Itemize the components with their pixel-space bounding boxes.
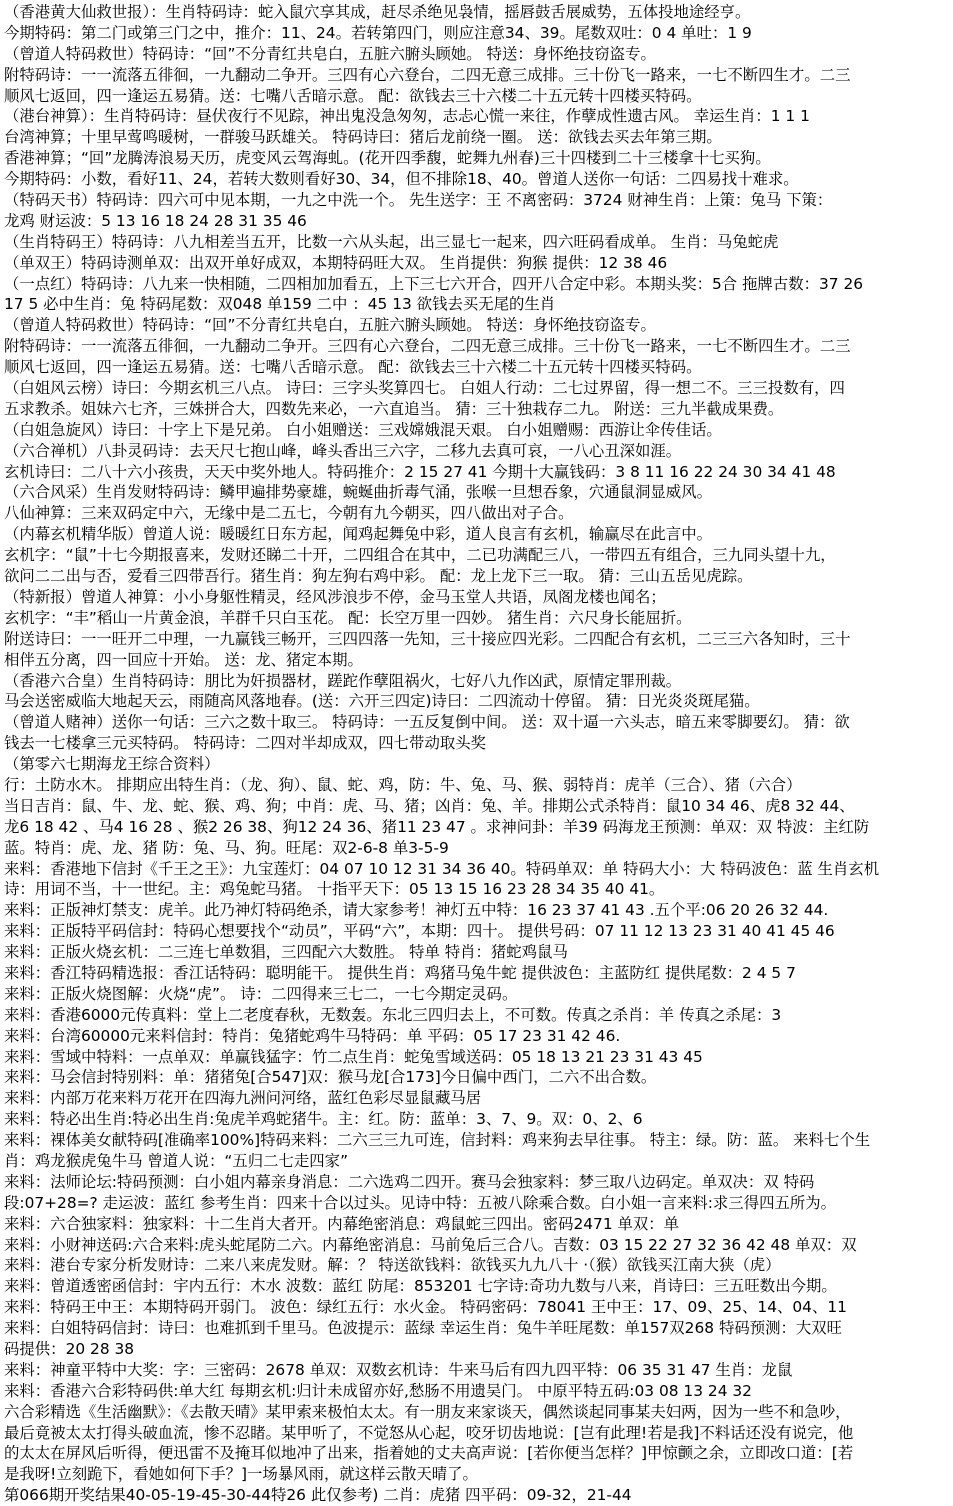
text-line: 台湾神算；十里早莺鸣暖树，一群骏马跃雄关。 特码诗曰：猪后龙前绕一圈。 送：欲钱去买去年第三期。 bbox=[4, 128, 722, 147]
text-line: （内幕玄机精华版）曾道人说：暖暖红日东方起，闻鸡起舞兔中彩，道人良言有玄机，输赢尽在此言中。 bbox=[4, 525, 712, 544]
text-line: 龙6 18 42 、马4 16 28 、猴2 26 38、狗12 24 36、猪11 23 47 。求神问卦：羊39 码海龙王预测：单双：双 特波：主红防 bbox=[4, 817, 870, 836]
text-line: （第零六七期海龙王综合资料） bbox=[4, 755, 220, 774]
text-line: （曾道人特码救世）特码诗：“回”不分青红共皂白，五脏六腑头顾她。 特送：身怀绝技窃盗专。 bbox=[4, 44, 656, 63]
text-line: 来料：台湾60000元来料信封：特肖：兔猪蛇鸡牛马特码：单 平码：05 17 23 31 42 46. bbox=[4, 1026, 621, 1045]
text-line: 来料：内部万花来料万花开在四海九洲问河络，蓝红色彩尽显鼠藏马居 bbox=[4, 1089, 482, 1108]
text-line: 17 5 必中生肖：兔 特码尾数：双048 单159 二中 ：45 13 欲钱去买无尾的生肖 bbox=[4, 295, 556, 314]
text-line: 龙鸡 财运波：5 13 16 18 24 28 31 35 46 bbox=[4, 211, 307, 230]
text-line: （曾道人特码救世）特码诗：“回”不分青红共皂白，五脏六腑头顾她。 特送：身怀绝技窃盗专。 bbox=[4, 316, 656, 335]
text-line: 来料：雪域中特料：一点单双：单赢钱猛字：竹二点生肖：蛇兔雪域送码：05 18 13 21 23 31 43 45 bbox=[4, 1047, 703, 1066]
text-line: （香港六合皇）生肖特码诗：朋比为奸损器材，蹉跎作孽阻祸火，七好八九作凶武，原情定罪刑裁。 bbox=[4, 671, 682, 690]
text-line: 香港神算；“回”龙腾涛浪易天历，虎变风云驾海虬。(花开四季馥，蛇舞九州春)三十四楼到二十三楼拿十七买狗。 bbox=[4, 149, 771, 168]
text-line: 附特码诗：一一流落五徘徊，一九翻动二争开。三四有心六登台，二四无意三成排。三十份飞一路来，一七不断四生才。二三 bbox=[4, 337, 851, 356]
text-line: 来料：正版火烧玄机：二三连七单数猖，三四配六大数胜。 特单 特肖：猪蛇鸡鼠马 bbox=[4, 943, 568, 962]
text-line: 是我呀!立刻跪下，看她如何下手？]一场暴风雨，就这样云散天晴了。 bbox=[4, 1465, 478, 1484]
text-line: 来料：裸体美女献特码[准确率100%]特码来料：二六三三九可连，信封料：鸡来狗去早往事。 特主：绿。防：蓝。 来料七个生 bbox=[4, 1131, 871, 1150]
text-line: 马会送密威临大地起天云，雨随高风落地春。(送：六开三四定)诗曰：二四流动十停留。 猜：日光炎炎斑尾猫。 bbox=[4, 692, 760, 711]
text-line: 顺风七返回，四一逢运五易猜。送：七嘴八舌暗示意。 配：欲钱去三十六楼二十五元转十四楼买特码。 bbox=[4, 86, 702, 105]
text-line: 来料：港台专家分析发财诗：二来八来虎发财。解：？ 特送欲钱料：欲钱买九九八十 ·（猴）欲钱买江南大狭（虎） bbox=[4, 1256, 781, 1275]
text-line: 来料：神童平特中大奖：字：三密码：2678 单双：双数玄机诗：牛来马后有四九四平特：06 35 31 47 生肖：龙鼠 bbox=[4, 1360, 793, 1379]
text-line: （港台神算）：生肖特码诗：昼伏夜行不见踪，神出鬼没急匆匆，志忐心慌一来往，作孽成性遗古风。 幸运生肖：1 1 1 bbox=[4, 107, 810, 126]
text-line: 的太太在屏风后听得，便迅雷不及掩耳似地冲了出来，指着她的丈夫高声说：[若你便当怎样？]甲惊颤之余，立即改口道：[若 bbox=[4, 1444, 854, 1463]
text-line: 来料：特码王中王：本期特码开弱门。 波色：绿红五行：水火金。 特码密码：78041 王中王：17、09、25、14、04、11 bbox=[4, 1298, 847, 1317]
text-line: 来料：香江特码精选报：香江话特码：聪明能干。 提供生肖：鸡猪马兔牛蛇 提供波色：主蓝防红 提供尾数：2 4 5 7 bbox=[4, 963, 796, 982]
text-line: 八仙神算：三来双码定中六，无缘中是二五七，今朝有九今朝买，四八做出对子合。 bbox=[4, 504, 574, 523]
text-line: 最后竟被太太打得头破血流，惨不忍睹。某甲听了，不觉怒从心起，咬牙切齿地说：[岂有此理!若是我]不料话还没有说完，他 bbox=[4, 1423, 854, 1442]
text-line: 来料：法师论坛:特码预测：白小姐内幕亲身消息：二六选鸡二四开。赛马会独家料：梦三取八边码定。单双决：双 特码 bbox=[4, 1172, 815, 1191]
text-line: （一点红）特码诗：八九来一快相随，二四相加加看五，上下三七六开合，四开八合定中彩。本期头奖：5合 拖牌古数：37 26 bbox=[4, 274, 864, 293]
text-line: （单双王）特码诗测单双：出双开单好成双，本期特码旺大双。 生肖提供：狗猴 提供：12 38 46 bbox=[4, 253, 668, 272]
text-line: 附特码诗：一一流落五徘徊，一九翻动二争开。三四有心六登台，二四无意三成排。三十份飞一路来，一七不断四生才。二三 bbox=[4, 65, 851, 84]
text-line: 来料：特必出生肖:特必出生肖:兔虎羊鸡蛇猪牛。主：红。防：蓝单：3、7、9。双：0、2、6 bbox=[4, 1110, 643, 1129]
text-line: 钱去一七楼拿三元买特码。 特码诗：二四对半却成双，四七带动取头奖 bbox=[4, 734, 487, 753]
text-line: 来料：香港地下信封《千王之王》：九宝莲灯：04 07 10 12 31 34 36 40。特码单双：单 特码大小：大 特码波色：蓝 生肖玄机 bbox=[4, 859, 880, 878]
text-line: 相伴五分离，四一回应十开始。 送：龙、猪定本期。 bbox=[4, 650, 363, 669]
text-line: （白姐急旋风）诗曰：十字上下是兄弟。 白小姐赠送：三戏嫦娥混天艰。 白小姐赠赐：西游让伞传佳话。 bbox=[4, 420, 722, 439]
text-line: 来料：香港6000元传真料：堂上二老度春秋，无数轰。东北三四归去上，不可数。传真之杀肖：羊 传真之杀尾：3 bbox=[4, 1005, 782, 1024]
text-line: 玄机诗曰：二八十六小孩贵，天天中奖外地人。特码推介：2 15 27 41 今期十大赢钱码：3 8 11 16 22 24 30 34 41 48 bbox=[4, 462, 836, 481]
text-line: 欲问二二出与否，爱看三四带吾行。猪生肖：狗左狗右鸡中彩。 配：龙上龙下三一取。 猜：三山五岳见虎踪。 bbox=[4, 567, 753, 586]
text-line: （生肖特码王）特码诗：八九相差当五开，比数一六从头起，出三显七一起来，四六旺码看成单。 生肖：马兔蛇虎 bbox=[4, 232, 779, 251]
text-line: 今期特码：小数，看好11、24，若转大数则看好30、34，但不排除18、40。曾道人送你一句话：二四易找十难求。 bbox=[4, 170, 799, 189]
text-line: 诗：用词不当，十一世纪。主：鸡兔蛇马猪。 十指平天下：05 13 15 16 23 28 34 35 40 41。 bbox=[4, 880, 665, 899]
text-line: 来料：正版火烧图解：火烧“虎”。 诗：二四得来三七二，一七今期定灵码。 bbox=[4, 984, 518, 1003]
text-line: 来料：马会信封特别料：单：猪猪兔[合547]双：猴马龙[合173]今日偏中西门，二六不出合数。 bbox=[4, 1068, 657, 1087]
text-line: （特新报）曾道人神算：小小身躯性精灵，经风涉浪步不停，金马玉堂人共语，凤阁龙楼也闻名； bbox=[4, 587, 666, 606]
text-line: 来料：正版神灯禁支：虎羊。此乃神灯特码绝杀，请大家参考！神灯五中特：16 23 37 41 43 .五个平:06 20 26 32 44. bbox=[4, 901, 829, 920]
text-line: （特码天书）特码诗：四六可中见本期，一九之中洗一个。 先生送字：王 不离密码：3724 财神生肖：上策：兔马 下策： bbox=[4, 191, 833, 210]
text-line: 来料：香港六合彩特码供:单大红 每期玄机:归计未成留亦好,愁肠不用遗吴门。 中原平特五码:03 08 13 24 32 bbox=[4, 1381, 752, 1400]
text-line: 来料：曾道透密函信封：宇内五行：木水 波数：蓝红 防尾：853201 七字诗:奇功九数与八来，肖诗曰：三五旺数出今期。 bbox=[4, 1277, 837, 1296]
text-line: （六合禅机）八卦灵码诗：去天尺七抱山峰，峰头香出三六字，二移九去真可哀，一八心丑深如涯。 bbox=[4, 441, 682, 460]
text-line: 今期特码：第二门或第三门之中，推介：11、24。若转第四门，则应注意34、39。尾数双吐：0 4 单吐：1 9 bbox=[4, 23, 752, 42]
text-line: （香港黄大仙救世报）：生肖特码诗：蛇入鼠穴享其成，赶尽杀绝见袅情，摇唇鼓舌展威势，五体投地途经亨。 bbox=[4, 3, 751, 21]
text-line: 六合彩精选《生活幽默》：《去散天晴》某甲索来极怕太太。有一朋友来家谈天，偶然谈起同事某夫妇两，因为一些不和急吵， bbox=[4, 1402, 851, 1421]
text-line: 蓝。特肖：虎、龙、猪 防：兔、马、狗。旺尾：双2-6-8 单3-5-9 bbox=[4, 838, 449, 857]
text-line: （六合风采）生肖发财特码诗：鳞甲遍排势豪雄，蜿蜒曲折毒气涌，张喉一旦想吞象，穴通鼠洞显威风。 bbox=[4, 483, 712, 502]
text-line: （白姐风云榜）诗曰：今期玄机三八点。 诗曰：三字头奖算四七。 白姐人行动：二七过界留，得一想二不。三三投数有，四 bbox=[4, 379, 845, 398]
text-line: 码提供：20 28 38 bbox=[4, 1340, 135, 1358]
text-line: 行：土防水木。 排期应出特生肖：（龙、狗）、鼠、蛇、鸡，防：牛、兔、马、猴、弱特肖：虎羊（三合）、猪（六合） bbox=[4, 775, 802, 794]
text-line: 五求教杀。姐妹六七齐，三姝拼合大，四数先来必，一六直追当。 猜：三十独栽存二九。 附送：三九半截成果费。 bbox=[4, 399, 784, 418]
text-line: 来料：小财神送码:六合来料:虎头蛇尾防二六。内幕绝密消息：马前兔后三合八。吉数：03 15 22 27 32 36 42 48 单双：双 bbox=[4, 1235, 857, 1254]
text-line: （曾道人赌神）送你一句话：三六之数十取三。 特码诗：一五反复倒中间。 送：双十逼一六头志，暗五来零脚要幻。 猜：欲 bbox=[4, 713, 850, 732]
text-line: 玄机字：“鼠”十七今期报喜来，发财还睇二十开，二四组合在其中，二已功满配三八，一带四五有组合，三九同头望十九， bbox=[4, 546, 836, 565]
text-line: 附送诗曰：一一旺开二中理，一九赢钱三畅开，三四四落一先知，三十接应四光彩。二四配合有玄机，二三三六各知时，三十 bbox=[4, 629, 851, 648]
text-line: 当日吉肖：鼠、牛、龙、蛇、猴、鸡、狗；中肖：虎、马、猪；凶肖：兔、羊。排期公式杀特肖：鼠10 34 46、虎8 32 44、 bbox=[4, 796, 855, 815]
text-line: 来料：六合独家料：独家料：十二生肖大者开。内幕绝密消息：鸡鼠蛇三四出。密码2471 单双：单 bbox=[4, 1214, 680, 1233]
text-line: 肖：鸡龙猴虎兔牛马 曾道人说：“五归二七走四家” bbox=[4, 1151, 349, 1170]
text-line: 玄机字：“丰”稻山一片黄金浪，羊群千只白玉花。 配：长空万里一四妙。 猪生肖：六尺身长能屈折。 bbox=[4, 608, 692, 627]
text-line: 来料：正版特平码信封：特码心想要找个“动员”，平码“六”，本期：四十。 提供号码：07 11 12 13 23 31 40 41 45 46 bbox=[4, 922, 835, 941]
text-line: 段:07+28=? 走运波：蓝红 参考生肖：四来十合以过头。见诗中特：五被八除乘合数。白小姐一言来料:求三得四五所为。 bbox=[4, 1193, 837, 1212]
text-line: 来料：白姐特码信封：诗曰：也难抓到千里马。色波提示：蓝绿 幸运生肖：兔牛羊旺尾数：单157双268 特码预测：大双旺 bbox=[4, 1319, 843, 1338]
text-line: 顺风七返回，四一逢运五易猜。送：七嘴八舌暗示意。 配：欲钱去三十六楼二十五元转十四楼买特码。 bbox=[4, 358, 702, 377]
text-line: 第066期开奖结果40-05-19-45-30-44特26 此仅参考) 二肖：虎猪 四平码：09-32，21-44 bbox=[4, 1486, 632, 1505]
